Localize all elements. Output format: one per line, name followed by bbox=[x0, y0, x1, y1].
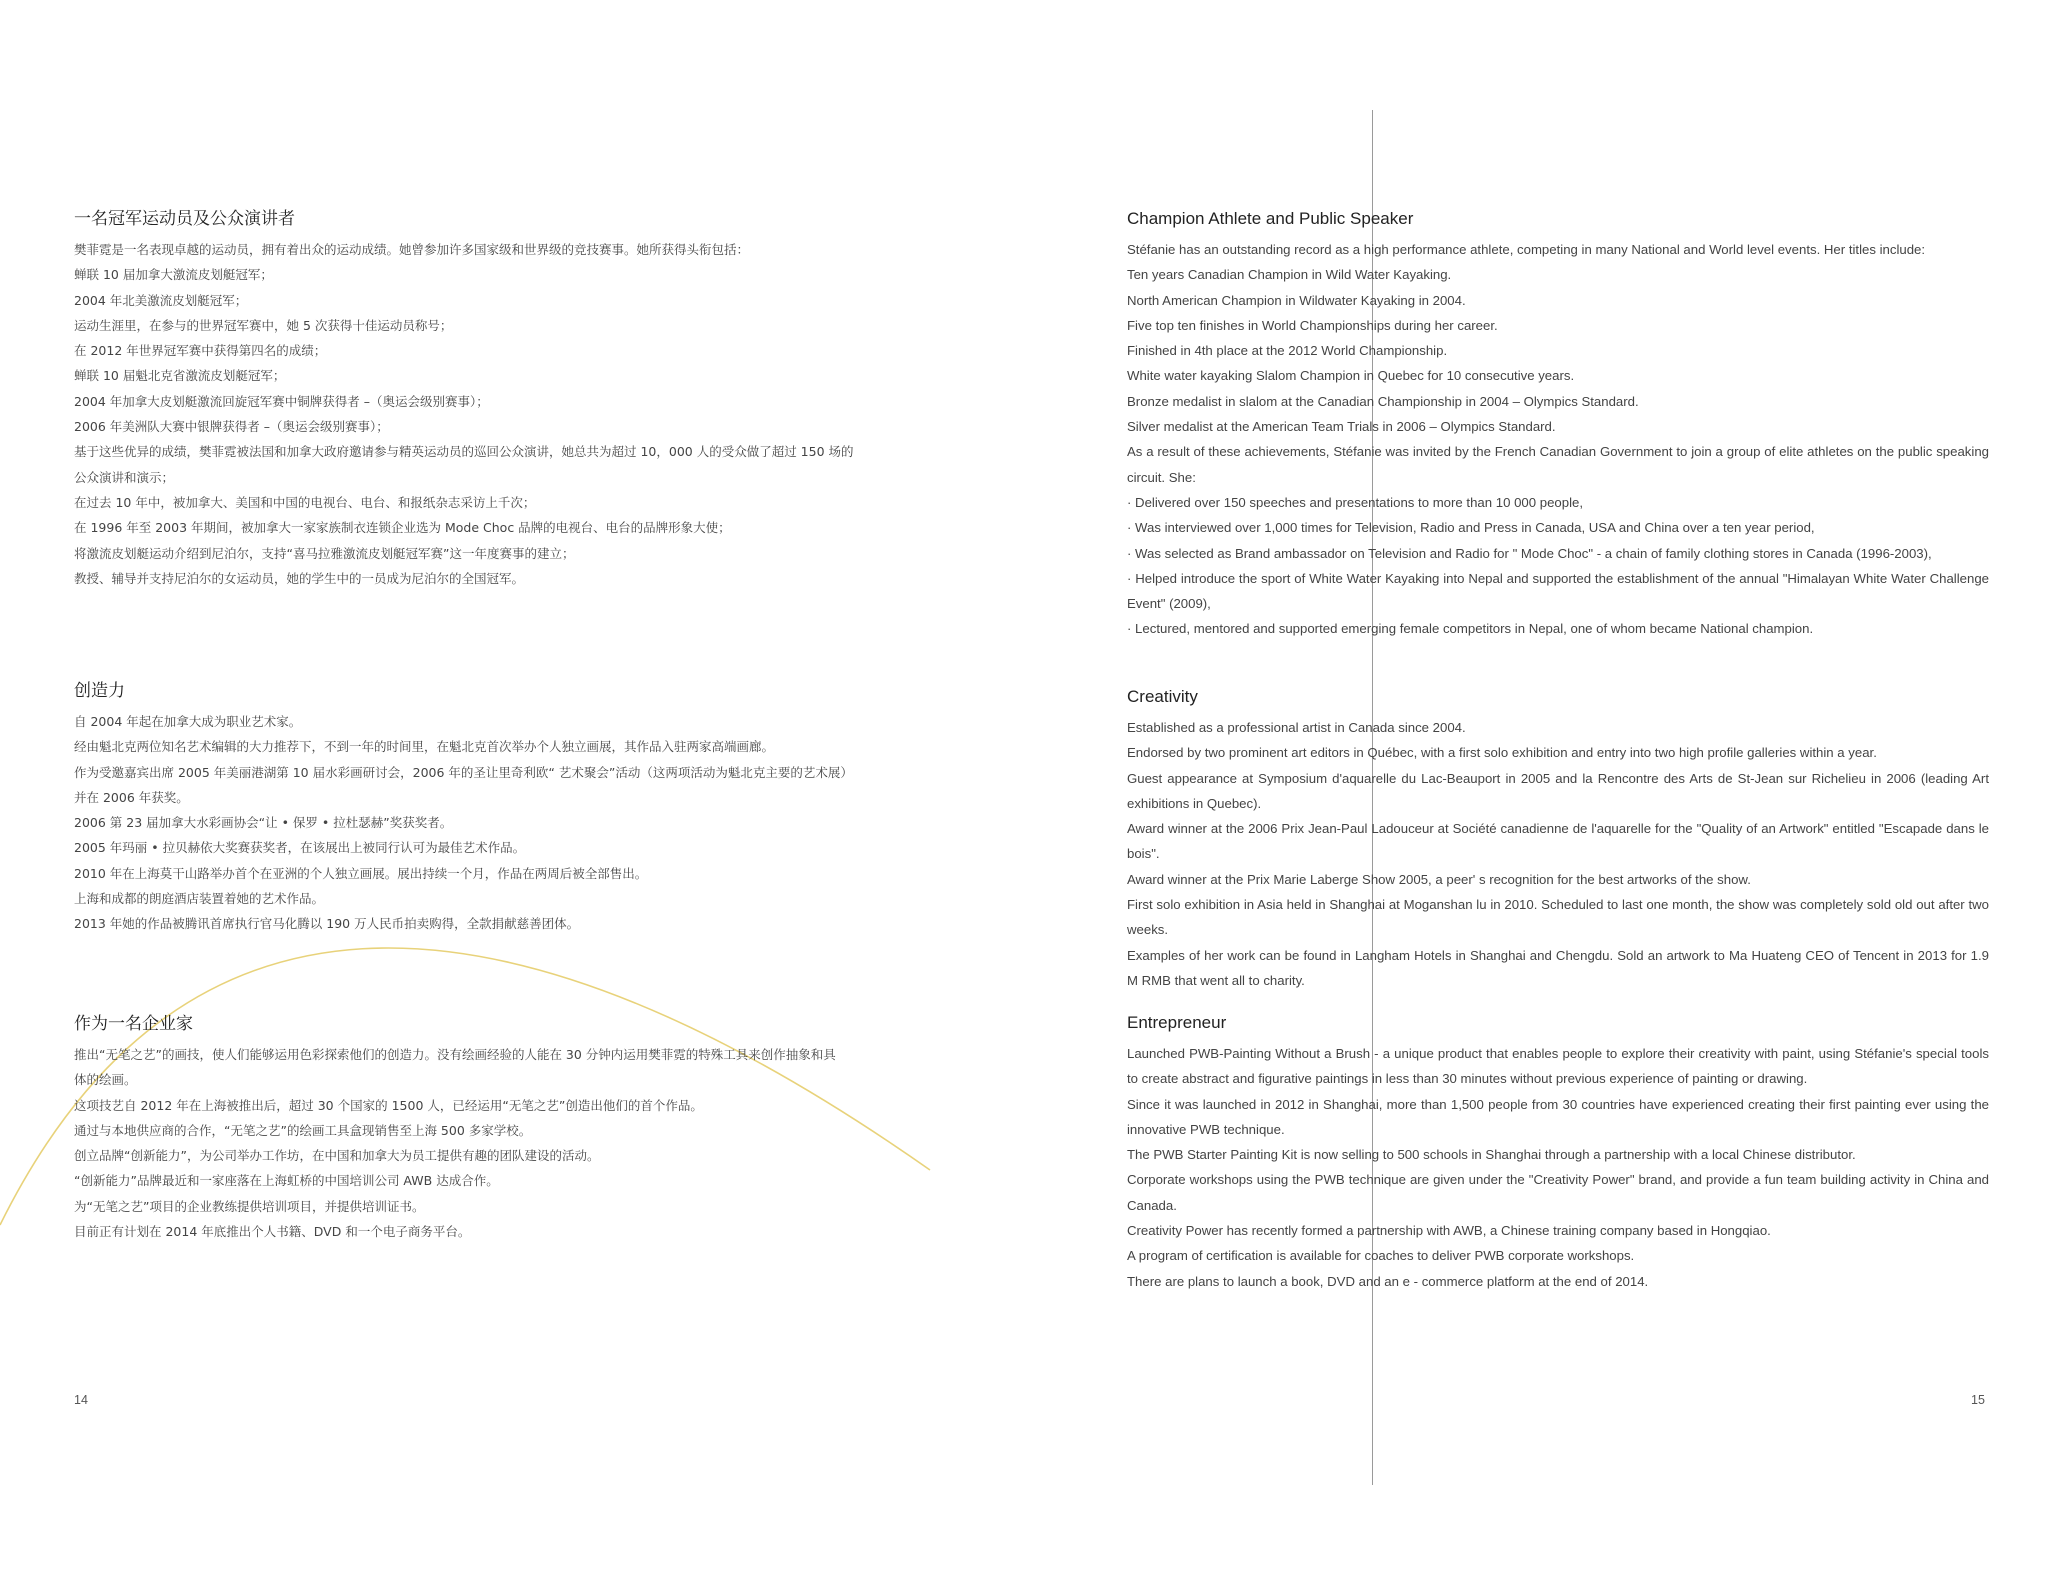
body-line: Award winner at the Prix Marie Laberge Show 2005, a peer' s recognition for the best artworks of the show. bbox=[1127, 871, 1751, 887]
body-line: 基于这些优异的成绩，樊菲霓被法国和加拿大政府邀请参与精英运动员的巡回公众演讲，她总共为超过 10，000 人的受众做了超过 150 场的 bbox=[74, 444, 854, 460]
body-line: 通过与本地供应商的合作，“无笔之艺”的绘画工具盒现销售至上海 500 多家学校。 bbox=[74, 1122, 532, 1138]
body-line: 2006 年美洲队大赛中银牌获得者 –（奥运会级别赛事）； bbox=[74, 419, 389, 435]
body-line: 上海和成都的朗庭酒店装置着她的艺术作品。 bbox=[74, 891, 325, 907]
section-title: Entrepreneur bbox=[1127, 1013, 1227, 1032]
section-title: 作为一名企业家 bbox=[74, 1014, 193, 1034]
section-entrepreneur-zh bbox=[74, 1013, 940, 1244]
body-line: Guest appearance at Symposium d'aquarelle du Lac-Beauport in 2005 and la Rencontre des Arts de St-Jean sur Richelieu in 2006 (leading Art exhibitions in Quebec). bbox=[1127, 770, 1989, 811]
body-line: 2005 年玛丽 • 拉贝赫依大奖赛获奖者，在该展出上被同行认可为最佳艺术作品。 bbox=[74, 840, 526, 856]
body-line: 体的绘画。 bbox=[74, 1072, 137, 1088]
body-line: · Delivered over 150 speeches and presentations to more than 10 000 people, bbox=[1127, 494, 1583, 510]
body-line: Award winner at the 2006 Prix Jean-Paul Ladouceur at Société canadienne de l'aquarelle for the "Quality of an Artwork" entitled "Escapade dans le bois". bbox=[1127, 821, 1989, 862]
body-line: 为“无笔之艺”项目的企业教练提供培训项目，并提供培训证书。 bbox=[74, 1198, 425, 1214]
body-line: 自 2004 年起在加拿大成为职业艺术家。 bbox=[74, 714, 302, 729]
body-line: 2010 年在上海莫干山路举办首个在亚洲的个人独立画展。展出持续一个月，作品在两周后被全部售出。 bbox=[74, 865, 648, 881]
section-body bbox=[1127, 715, 1989, 993]
section-body bbox=[74, 709, 940, 937]
section-athlete-en bbox=[1127, 208, 1989, 642]
body-line: There are plans to launch a book, DVD and an e - commerce platform at the end of 2014. bbox=[1127, 1273, 1649, 1289]
body-line: 在 1996 年至 2003 年期间，被加拿大一家家族制衣连锁企业选为 Mode Choc 品牌的电视台、电台的品牌形象大使； bbox=[74, 520, 731, 536]
body-line: Examples of her work can be found in Langham Hotels in Shanghai and Chengdu. Sold an artwork to Ma Huateng CEO of Tencent in 2013 for 1.9 M RMB that went all to charity. bbox=[1127, 947, 1989, 988]
body-line: As a result of these achievements, Stéfanie was invited by the French Canadian Government to join a group of elite athletes on the public speaking circuit. She: bbox=[1127, 444, 1989, 485]
body-line: 2004 年北美激流皮划艇冠军； bbox=[74, 292, 248, 308]
body-line: 推出“无笔之艺”的画技，使人们能够运用色彩探索他们的创造力。没有绘画经验的人能在 30 分钟内运用樊菲霓的特殊工具来创作抽象和具 bbox=[74, 1047, 836, 1062]
body-line: Established as a professional artist in Canada since 2004. bbox=[1127, 720, 1466, 735]
section-creativity-zh bbox=[74, 680, 940, 937]
body-line: · Was interviewed over 1,000 times for Television, Radio and Press in Canada, USA and China over a ten year period, bbox=[1127, 520, 1815, 536]
body-line: Five top ten finishes in World Championships during her career. bbox=[1127, 317, 1498, 333]
section-title: Champion Athlete and Public Speaker bbox=[1127, 209, 1414, 228]
body-line: 运动生涯里，在参与的世界冠军赛中，她 5 次获得十佳运动员称号； bbox=[74, 317, 453, 333]
section-title: Creativity bbox=[1127, 687, 1198, 706]
section-title: 一名冠军运动员及公众演讲者 bbox=[74, 209, 295, 229]
body-line: · Was selected as Brand ambassador on Television and Radio for " Mode Choc" - a chain of family clothing stores in Canada (1996-2003), bbox=[1127, 545, 1932, 561]
body-line: First solo exhibition in Asia held in Shanghai at Moganshan lu in 2010. Scheduled to last one month, the show was completely sold old out after two weeks. bbox=[1127, 897, 1989, 938]
body-line: The PWB Starter Painting Kit is now selling to 500 schools in Shanghai through a partnership with a local Chinese distributor. bbox=[1127, 1147, 1856, 1163]
body-line: North American Champion in Wildwater Kayaking in 2004. bbox=[1127, 292, 1466, 308]
body-line: 经由魁北克两位知名艺术编辑的大力推荐下，不到一年的时间里，在魁北克首次举办个人独立画展，其作品入驻两家高端画廊。 bbox=[74, 739, 775, 755]
body-line: 在过去 10 年中，被加拿大、美国和中国的电视台、电台、和报纸杂志采访上千次； bbox=[74, 494, 536, 510]
body-line: · Helped introduce the sport of White Water Kayaking into Nepal and supported the establishment of the annual "Himalayan White Water Challenge Event" (2009), bbox=[1127, 570, 1989, 612]
body-line: 目前正有计划在 2014 年底推出个人书籍、DVD 和一个电子商务平台。 bbox=[74, 1224, 471, 1240]
page-number-right: 15 bbox=[1971, 1393, 1985, 1407]
body-line: Since it was launched in 2012 in Shanghai, more than 1,500 people from 30 countries have experienced creating their first painting ever using the innovative PWB technique. bbox=[1127, 1096, 1989, 1137]
body-line: 将激流皮划艇运动介绍到尼泊尔，支持“喜马拉雅激流皮划艇冠军赛”这一年度赛事的建立； bbox=[74, 545, 575, 561]
body-line: Creativity Power has recently formed a partnership with AWB, a Chinese training company based in Hongqiao. bbox=[1127, 1223, 1771, 1239]
body-line: Bronze medalist in slalom at the Canadian Championship in 2004 – Olympics Standard. bbox=[1127, 393, 1639, 409]
section-athlete-zh bbox=[74, 208, 940, 591]
body-line: 公众演讲和演示； bbox=[74, 469, 175, 485]
body-line: 在 2012 年世界冠军赛中获得第四名的成绩； bbox=[74, 343, 327, 359]
body-line: 教授、辅导并支持尼泊尔的女运动员，她的学生中的一员成为尼泊尔的全国冠军。 bbox=[74, 570, 525, 586]
body-line: 作为受邀嘉宾出席 2005 年美丽港湖第 10 届水彩画研讨会，2006 年的圣让里奇利欧“ 艺术聚会”活动（这两项活动为魁北克主要的艺术展） bbox=[74, 764, 853, 780]
body-line: 创立品牌“创新能力”，为公司举办工作坊，在中国和加拿大为员工提供有趣的团队建设的活动。 bbox=[74, 1148, 600, 1164]
body-line: Silver medalist at the American Team Trials in 2006 – Olympics Standard. bbox=[1127, 419, 1556, 435]
body-line: Ten years Canadian Champion in Wild Water Kayaking. bbox=[1127, 267, 1452, 283]
section-body bbox=[74, 237, 940, 591]
body-line: Finished in 4th place at the 2012 World Championship. bbox=[1127, 343, 1448, 359]
section-entrepreneur-en bbox=[1127, 1012, 1989, 1294]
section-body bbox=[74, 1042, 940, 1244]
body-line: 2004 年加拿大皮划艇激流回旋冠军赛中铜牌获得者 –（奥运会级别赛事）； bbox=[74, 393, 489, 409]
body-line: Endorsed by two prominent art editors in Québec, with a first solo exhibition and entry into two high profile galleries within a year. bbox=[1127, 745, 1877, 761]
section-body bbox=[1127, 1041, 1989, 1294]
body-line: White water kayaking Slalom Champion in Quebec for 10 consecutive years. bbox=[1127, 368, 1575, 384]
body-line: 并在 2006 年获奖。 bbox=[74, 789, 189, 805]
body-line: 樊菲霓是一名表现卓越的运动员，拥有着出众的运动成绩。她曾参加许多国家级和世界级的竞技赛事。她所获得头衔包括： bbox=[74, 242, 750, 257]
body-line: · Lectured, mentored and supported emerging female competitors in Nepal, one of whom became National champion. bbox=[1127, 621, 1814, 637]
body-line: 蝉联 10 届加拿大激流皮划艇冠军； bbox=[74, 267, 273, 283]
section-title: 创造力 bbox=[74, 681, 125, 701]
section-body bbox=[1127, 237, 1989, 642]
body-line: A program of certification is available for coaches to deliver PWB corporate workshops. bbox=[1127, 1248, 1635, 1264]
body-line: Stéfanie has an outstanding record as a high performance athlete, competing in many National and World level events. Her titles include: bbox=[1127, 242, 1926, 257]
page-number-left: 14 bbox=[74, 1393, 88, 1407]
body-line: “创新能力”品牌最近和一家座落在上海虹桥的中国培训公司 AWB 达成合作。 bbox=[74, 1173, 499, 1189]
body-line: 蝉联 10 届魁北克省激流皮划艇冠军； bbox=[74, 368, 286, 384]
section-creativity-en bbox=[1127, 686, 1989, 993]
body-line: Corporate workshops using the PWB technique are given under the "Creativity Power" brand, and provide a fun team building activity in China and Canada. bbox=[1127, 1172, 1989, 1213]
body-line: 2006 第 23 届加拿大水彩画协会“让 • 保罗 • 拉杜瑟赫”奖获奖者。 bbox=[74, 815, 453, 831]
body-line: Launched PWB-Painting Without a Brush - a unique product that enables people to explore their creativity with paint, using Stéfanie's special tools to create abstract and figurative paintings in less than 30 minutes without previous experience of painting or drawing. bbox=[1127, 1046, 1989, 1087]
body-line: 2013 年她的作品被腾讯首席执行官马化腾以 190 万人民币拍卖购得，全款捐献慈善团体。 bbox=[74, 916, 580, 932]
body-line: 这项技艺自 2012 年在上海被推出后，超过 30 个国家的 1500 人，已经运用“无笔之艺”创造出他们的首个作品。 bbox=[74, 1097, 703, 1113]
